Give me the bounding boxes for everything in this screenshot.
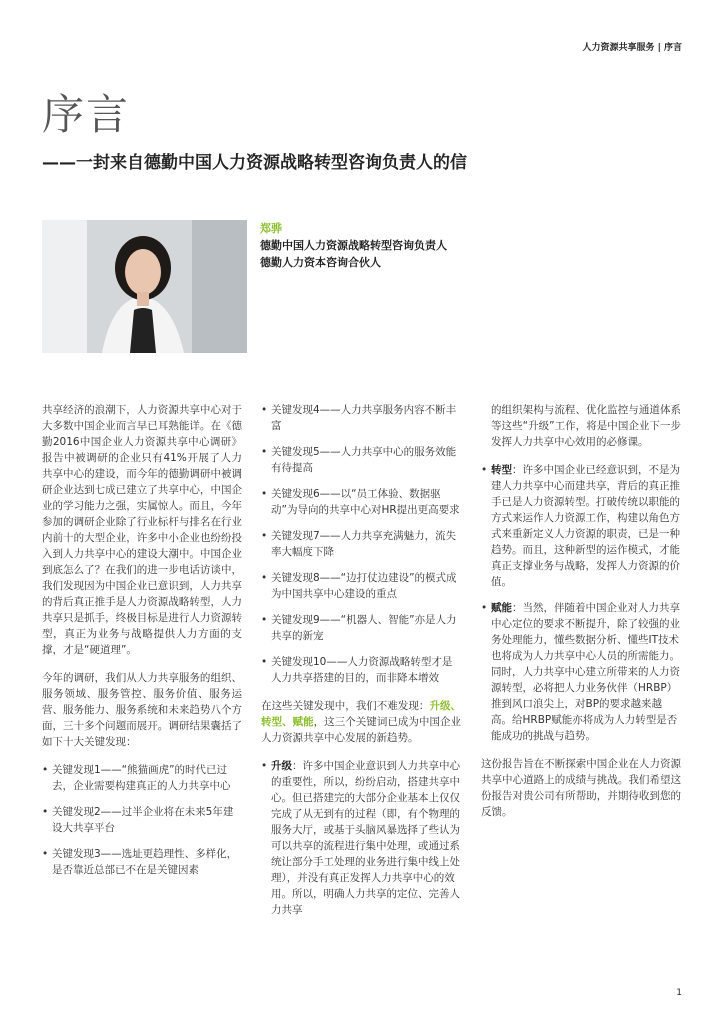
author-name: 郑骅 <box>260 222 282 235</box>
finding-item: • 关键发现4——人力共享服务内容不断丰富 <box>261 402 461 434</box>
closing-paragraph: 这份报告旨在不断探索中国企业在人力资源共享中心道路上的成绩与挑战。我们希望这份报告对贵公司有所帮助，并期待收到您的反馈。 <box>481 758 681 818</box>
trends-paragraph <box>261 698 461 746</box>
column-2 <box>261 402 461 930</box>
finding-item: • 关键发现1——“熊猫画虎”的时代已过去，企业需要构建真正的人力共享中心 <box>42 762 242 794</box>
upgrade-item <box>261 758 461 918</box>
intro-paragraph: 共享经济的浪潮下，人力资源共享中心对于大多数中国企业而言早已耳熟能详。在《德勤2016中国企业人力资源共享中心调研》报告中被调研的企业只有41%开展了人力共享中心的建设，而今年的德勤调研中被调研企业达到七成已建立了共享中心，中国企业的学习能力之强，实属惊人。而且，今年参加的调研企业除了行业标杆与排名在行业内前十的大型企业，许多中小企业也纷纷投入到人力共享中心的建设大潮中。中国企业到底怎么了？在我们的进一步电话访谈中，我们发现因为中国企业已意识到，人力共享的背后真正推手是人力资源战略转型，人力共享只是抓手，终极目标是进行人力资源转型，真正为业务与战略提供人力方面的支撑，才是“硬道理”。 <box>42 404 242 656</box>
author-title-1: 德勤中国人力资源战略转型咨询负责人 <box>260 239 447 252</box>
transform-label: 转型 <box>491 464 512 476</box>
finding-item: • 关键发现7——人力共享充满魅力，流失率大幅度下降 <box>261 528 461 560</box>
finding-item: • 关键发现6——以“员工体验、数据驱动”为导向的共享中心对HR提出更高要求 <box>261 486 461 518</box>
enable-text: ：当然，伴随着中国企业对人力共享中心定位的要求不断提升，除了较强的业务处理能力，懂些数据分析、懂些IT技术也将成为人力共享中心人员的所需能力。同时，人力共享中心建立所带来的人力资源转型，必将把人力业务伙伴（HRBP）推到风口浪尖上，对BP的要求越来越高。给HRBP赋能亦将成为人力转型是否能成功的挑战与趋势。 <box>491 602 680 742</box>
upgrade-continued: 的组织架构与流程、优化监控与通道体系等这些“升级”工作，将是中国企业下一步发挥人力共享中心效用的必修课。 <box>491 404 681 448</box>
transform-item <box>481 462 681 590</box>
keyword-separator: 、 <box>450 700 462 712</box>
finding-item: • 关键发现10——人力资源战略转型才是人力共享搭建的目的，而非降本增效 <box>261 654 461 686</box>
survey-paragraph: 今年的调研，我们从人力共享服务的组织、服务领域、服务管控、服务价值、服务运营、服务能力、服务系统和未来趋势八个方面，三十多个问题而展开。调研结果囊括了如下十大关键发现： <box>42 672 242 748</box>
page-subtitle: ——一封来自德勤中国人力资源战略转型咨询负责人的信 <box>42 153 467 173</box>
finding-item: • 关键发现2——过半企业将在未来5年建设大共享平台 <box>42 804 242 836</box>
upgrade-text: ：许多中国企业意识到人力共享中心的重要性，所以，纷纷启动，搭建共享中心。但已搭建完的大部分企业基本上仅仅完成了从无到有的过程（即，有个物理的服务大厅，或基于头脑风暴选择了些认为可以共享的流程进行集中处理，或通过系统让部分手工处理的业务进行集中线上处理），并没有真正发挥人力共享中心的效用。所以，明确人力共享的定位、完善人力共享 <box>271 760 460 916</box>
header-label: 人力资源共享服务 | 序言 <box>582 43 682 53</box>
finding-item: • 关键发现8——“边打仗边建设”的模式成为中国共享中心建设的重点 <box>261 570 461 602</box>
page-title: 序言 <box>42 90 131 139</box>
finding-item: • 关键发现9——“机器人、智能”亦是人力共享的新宠 <box>261 612 461 644</box>
column-1 <box>42 402 242 890</box>
keyword-upgrade: 升级 <box>429 700 451 712</box>
finding-item: • 关键发现3——选址更趋理性、多样化，是否靠近总部已不在是关键因素 <box>42 846 242 878</box>
column-3 <box>481 402 681 832</box>
keyword-enable: 赋能 <box>292 716 314 728</box>
trends-intro: 在这些关键发现中，我们不难发现： <box>261 700 430 712</box>
upgrade-label: 升级 <box>271 760 292 772</box>
keyword-separator: 、 <box>282 716 293 728</box>
finding-item: • 关键发现5——人力共享中心的服务效能有待提高 <box>261 444 461 476</box>
author-photo <box>42 220 247 353</box>
findings-list-1 <box>42 762 242 878</box>
page-number: 1 <box>676 988 682 998</box>
enable-label: 赋能 <box>491 602 512 614</box>
keyword-transform: 转型 <box>261 716 283 728</box>
enable-item <box>481 600 681 744</box>
author-title-2: 德勤人力资本咨询合伙人 <box>260 256 381 269</box>
findings-list-2 <box>261 402 461 686</box>
trend-list <box>481 462 681 744</box>
upgrade-list <box>261 758 461 918</box>
transform-text: ：许多中国企业已经意识到，不是为建人力共享中心而建共享，背后的真正推手已是人力资源转型。打破传统以职能的方式来运作人力资源工作，构建以角色方式来重新定义人力资源的职责，已是一种趋势。而且，这种新型的运作模式，才能真正支撑业务与战略，发挥人力资源的价值。 <box>491 464 680 588</box>
trends-outro: ，这三个关键词已成为中国企业人力资源共享中心发展的新趋势。 <box>261 716 462 744</box>
portrait-image <box>42 220 247 353</box>
author-info <box>260 220 447 271</box>
